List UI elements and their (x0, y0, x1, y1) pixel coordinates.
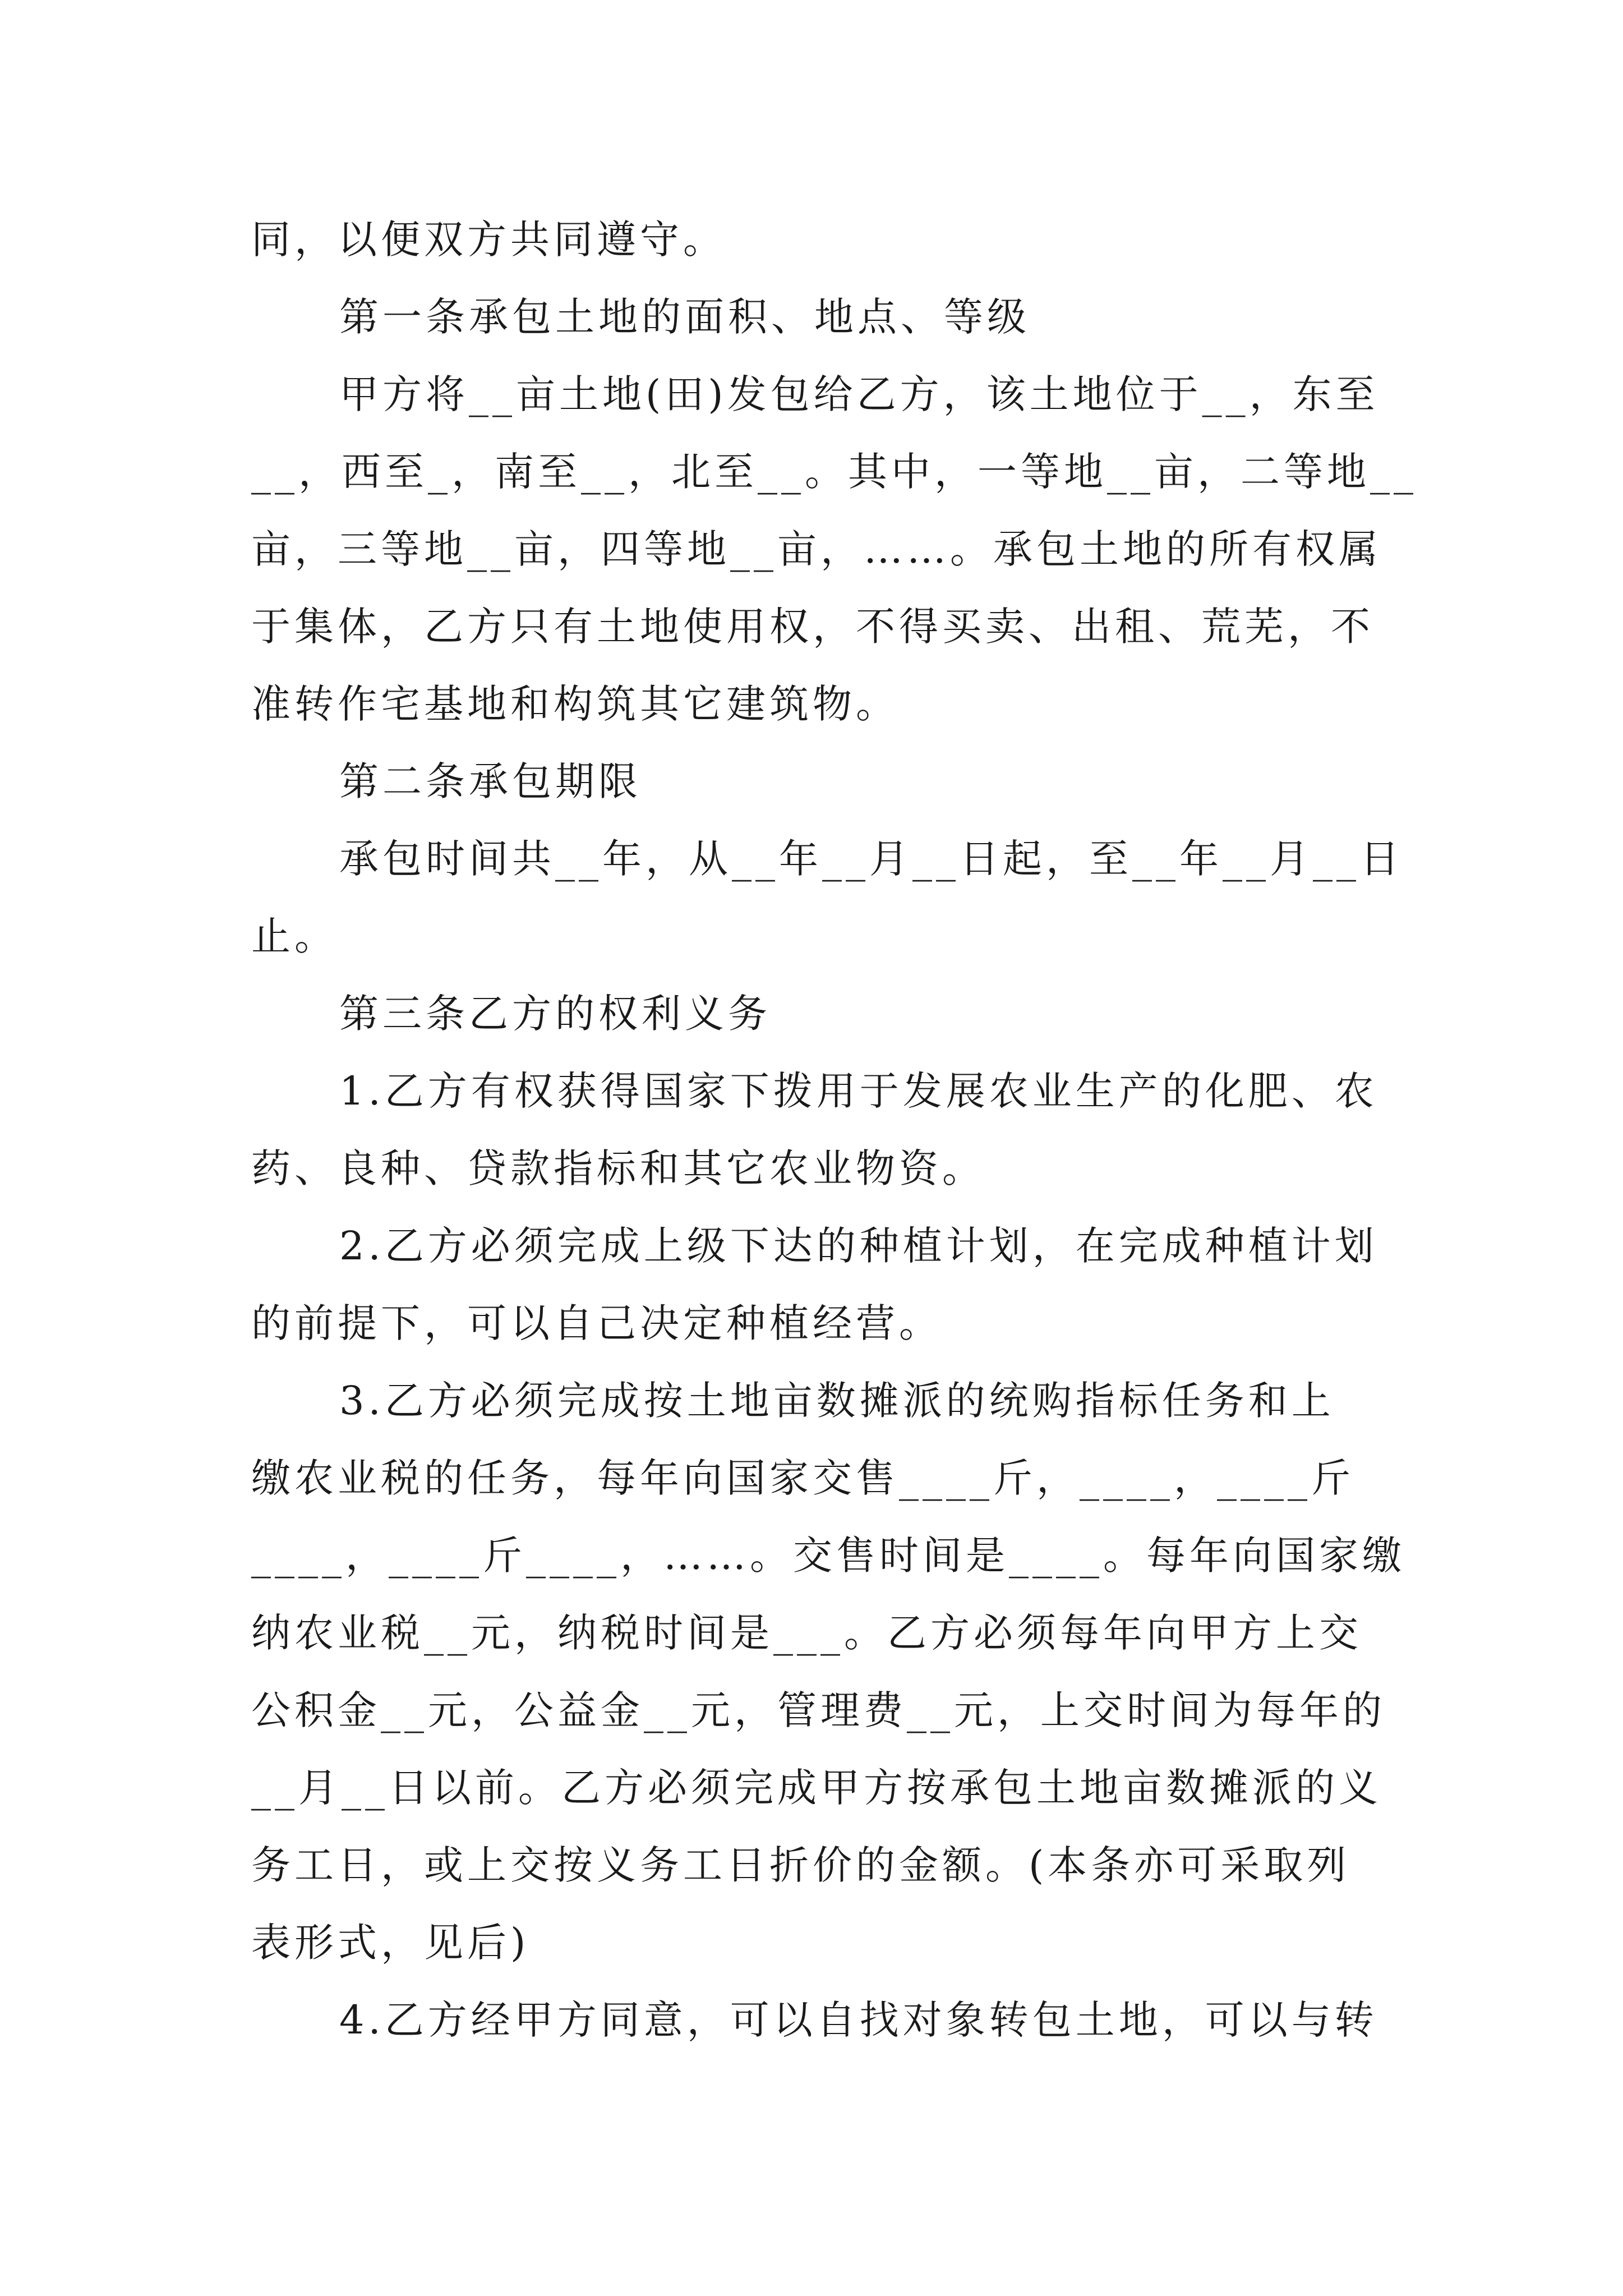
article-heading: 第二条承包期限 (339, 758, 642, 804)
text-line: 3.乙方必须完成按土地亩数摊派的统购指标任务和上 (339, 1378, 1335, 1424)
text-line: 亩，三等地__亩，四等地__亩，……。承包土地的所有权属 (251, 526, 1382, 572)
text-line: 公积金__元，公益金__元，管理费__元，上交时间为每年的 (251, 1687, 1386, 1733)
text-line: 纳农业税__元，纳税时间是___。乙方必须每年向甲方上交 (251, 1610, 1362, 1656)
text-line: ____，____斤____，……。交售时间是____。每年向国家缴 (251, 1533, 1405, 1579)
text-line: 缴农业税的任务，每年向国家交售____斤，____，____斤 (251, 1455, 1354, 1501)
text-line: 药、良种、贷款指标和其它农业物资。 (251, 1145, 985, 1191)
text-line: 1.乙方有权获得国家下拨用于发展农业生产的化肥、农 (339, 1068, 1378, 1114)
text-line: 表形式，见后) (251, 1920, 530, 1966)
text-line: 4.乙方经甲方同意，可以自找对象转包土地，可以与转 (339, 1997, 1378, 2043)
text-line: 甲方将__亩土地(田)发包给乙方，该土地位于__，东至 (339, 371, 1379, 417)
article-heading: 第一条承包土地的面积、地点、等级 (339, 294, 1030, 340)
text-line: 务工日，或上交按义务工日折价的金额。(本条亦可采取列 (251, 1842, 1350, 1888)
text-line: 2.乙方必须完成上级下达的种植计划，在完成种植计划 (339, 1223, 1378, 1269)
text-line: __，西至_，南至__，北至__。其中，一等地__亩，二等地__ (251, 449, 1417, 495)
text-line: __月__日以前。乙方必须完成甲方按承包土地亩数摊派的义 (251, 1765, 1382, 1811)
text-line: 承包时间共__年，从__年__月__日起，至__年__月__日 (339, 836, 1403, 882)
text-line: 于集体，乙方只有土地使用权，不得买卖、出租、荒芜，不 (251, 604, 1374, 650)
text-line: 准转作宅基地和构筑其它建筑物。 (251, 681, 899, 727)
text-line: 的前提下，可以自己决定种植经营。 (251, 1300, 942, 1346)
article-heading: 第三条乙方的权利义务 (339, 991, 771, 1037)
text-line: 止。 (251, 913, 338, 959)
text-line: 同，以便双方共同遵守。 (251, 217, 726, 263)
